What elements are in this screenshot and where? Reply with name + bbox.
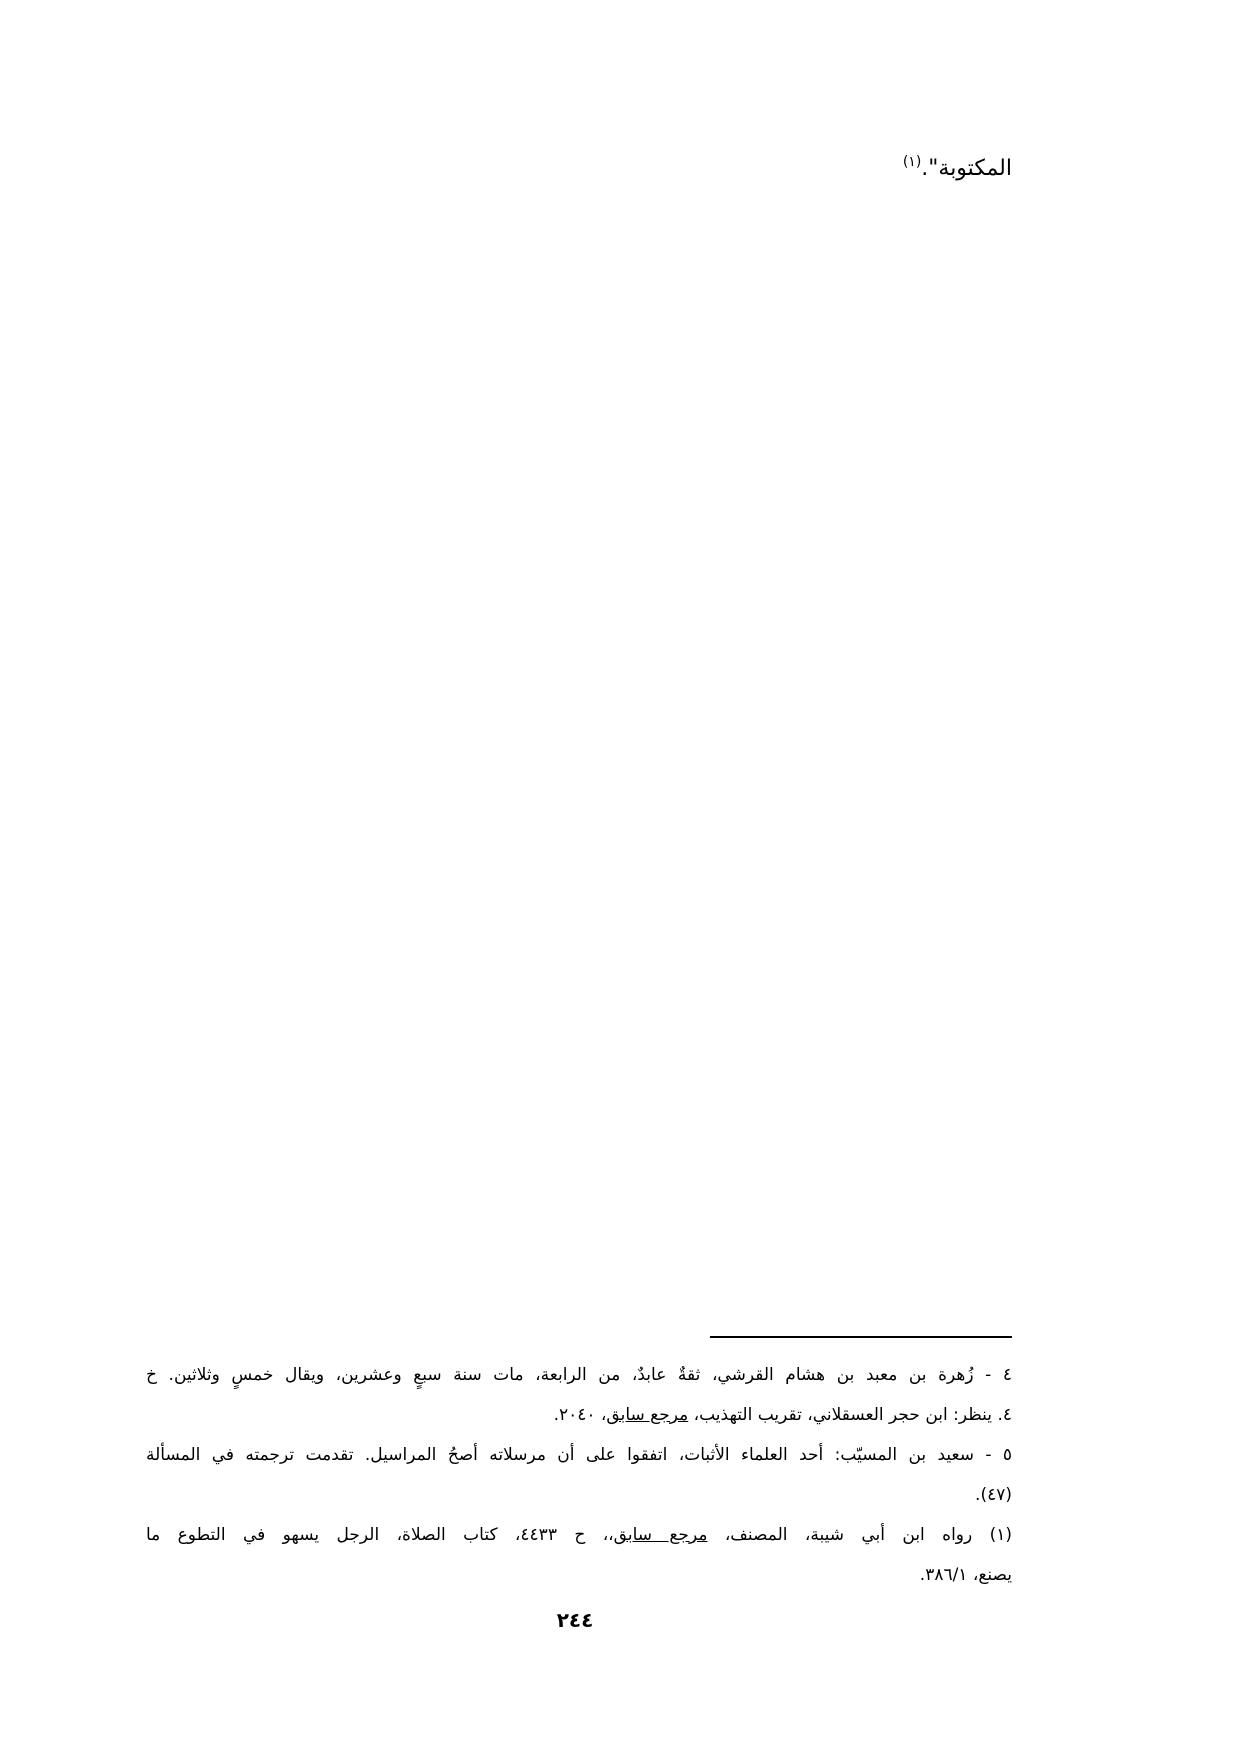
reference-link: مرجع سابق bbox=[613, 1525, 708, 1545]
footnote-line: ٤ - زُهرة بن معبد بن هشام القرشي، ثقةٌ عابدٌ، من الرابعة، مات سنة سبعٍ وعشرين، ويقال خمسٍ وثلاثين. خ bbox=[146, 1365, 1012, 1385]
footnote-line bbox=[146, 1395, 1012, 1435]
reference-link: مرجع سابق bbox=[606, 1405, 689, 1425]
main-text: المكتوبة". bbox=[921, 156, 1012, 181]
footnote-line: يصنع، ٣٨٦/١. bbox=[919, 1565, 1012, 1585]
page-number: ٢٤٤ bbox=[556, 1608, 594, 1632]
footnote-text: ،، ح ٤٤٣٣، كتاب الصلاة، الرجل يسهو في التطوع ما bbox=[146, 1525, 614, 1545]
footnote-separator bbox=[710, 1336, 1012, 1338]
footnote-text: ، ٢٠٤٠. bbox=[553, 1405, 607, 1425]
footnote-line: ٥ - سعيد بن المسيّب: أحد العلماء الأثبات، اتفقوا على أن مرسلاته أصحُ المراسيل. تقدمت ترجمته في المسألة bbox=[146, 1445, 1012, 1465]
footnote-reference: (١) bbox=[902, 154, 922, 170]
footnotes-block bbox=[146, 1355, 1012, 1595]
footnote-text: (١) رواه ابن أبي شيبة، المصنف، bbox=[707, 1525, 1012, 1545]
footnote-line bbox=[146, 1515, 1012, 1555]
footnote-line: (٤٧). bbox=[975, 1485, 1012, 1505]
footnote-text: ٤. ينظر: ابن حجر العسقلاني، تقريب التهذيب، bbox=[688, 1405, 1012, 1425]
main-text-line bbox=[903, 142, 1012, 189]
